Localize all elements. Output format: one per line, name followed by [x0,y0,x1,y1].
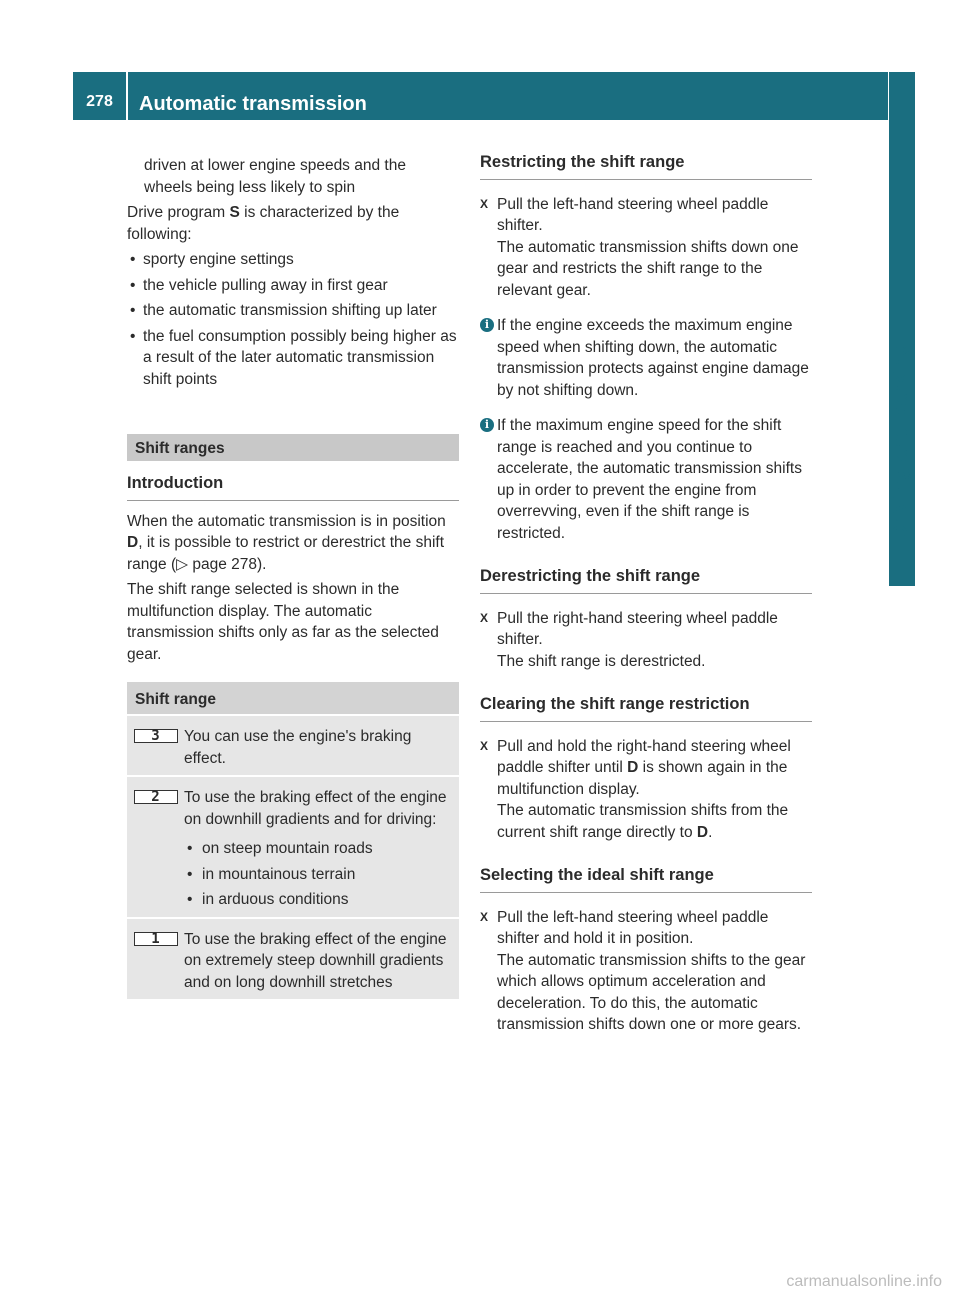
list-item: • in arduous conditions [184,889,453,911]
step-result [497,800,812,843]
list-item: • the vehicle pulling away in first gear [127,275,459,297]
instruction-step [480,736,812,844]
step-result: The automatic transmission shifts down one gear and restricts the shift range to the relevant gear. [497,238,799,299]
intro-text-a: When the automatic transmission is in position [127,512,446,530]
info-text: If the engine exceeds the maximum engine speed when shifting down, the automatic transmission protects against engine damage by not shifting down. [497,317,809,399]
intro-text-c: , it is possible to restrict or derestrict the shift range (▷ page 278). [127,534,445,573]
table-row [127,917,459,1000]
page-title: Automatic transmission [139,93,367,115]
right-column [480,152,812,1036]
watermark[interactable]: carmanualsonline.info [786,1272,942,1290]
list-item: • on steep mountain roads [184,838,453,860]
shift-range-table [127,682,459,999]
intro-paragraph-1 [127,511,459,576]
table-cell-text: You can use the engine's braking effect. [184,728,412,767]
continued-text-2: wheels being less likely to spin [144,178,356,196]
table-cell-text: To use the braking effect of the engine on downhill gradients and for driving: [184,789,447,828]
step-result-a: The automatic transmission shifts from the current shift range directly to [497,802,789,841]
step-text-c: is shown again in the multifunction display. [497,759,788,798]
gear-1-key-icon: 1 [134,932,178,946]
page-header [73,72,888,120]
page-number: 278 [86,93,113,110]
section-heading-ideal: Selecting the ideal shift range [480,865,812,893]
section-band: Shift ranges [127,434,459,461]
list-item: • the automatic transmission shifting up later [127,300,459,322]
left-column [127,155,459,999]
section-heading-introduction: Introduction [127,473,459,501]
instruction-step [480,608,812,673]
section-heading-derestricting: Derestricting the shift range [480,566,812,594]
table-cell-text: To use the braking effect of the engine on extremely steep downhill gradients and on long downhill stretches [184,930,447,991]
list-item: • sporty engine settings [127,249,459,271]
step-result-end: . [708,823,713,841]
info-note [480,415,812,544]
gear-2-key-icon: 2 [134,790,178,804]
info-icon: i [480,318,494,332]
info-text: If the maximum engine speed for the shift range is reached and you continue to accelerate, the automatic transmission shifts up in order to prevent the engine from overrevving, even if the shift range is restricted. [497,417,802,542]
table-row [127,714,459,775]
list-item: • in mountainous terrain [184,864,453,886]
info-icon: i [480,418,494,432]
list-item: • the fuel consumption possibly being higher as a result of the later automatic transmission shift points [127,326,459,391]
intro-text-key: D [127,534,139,551]
step-result: The shift range is derestricted. [497,652,706,670]
step-text: X Pull the left-hand steering wheel paddle shifter and hold it in position. [497,908,769,947]
step-result-key: D [696,823,709,841]
continued-text-1: driven at lower engine speeds and the [144,157,406,174]
section-heading-clearing: Clearing the shift range restriction [480,694,812,722]
chapter-label: Driving and parking [889,342,912,540]
drive-program-post: is characterized by the following: [127,204,400,243]
step-result: The automatic transmission shifts to the gear which allows optimum acceleration and deceleration. To do this, the automatic transmission shifts down one or more gears. [497,951,806,1033]
header-divider [126,72,128,120]
intro-paragraph-2: The shift range selected is shown in the multifunction display. The automatic transmission shifts only as far as the selected gear. [127,581,439,663]
section-heading-restricting: Restricting the shift range [480,152,812,180]
drive-program-pre: Drive program [127,204,230,221]
step-text: X Pull the left-hand steering wheel paddle shifter. [497,195,769,234]
step-text-key: D [627,759,639,776]
instruction-step [480,194,812,302]
step-text [497,736,812,801]
step-text-a: Pull and hold the right-hand steering wheel paddle shifter until [497,737,791,776]
step-text: X Pull the right-hand steering wheel paddle shifter. [497,609,778,648]
table-header: Shift range [127,682,459,714]
drive-program-paragraph [127,202,459,245]
instruction-step [480,907,812,1036]
drive-program-key: S [229,204,240,221]
info-note [480,315,812,401]
gear-3-key-icon: 3 [134,729,178,743]
table-row [127,775,459,917]
